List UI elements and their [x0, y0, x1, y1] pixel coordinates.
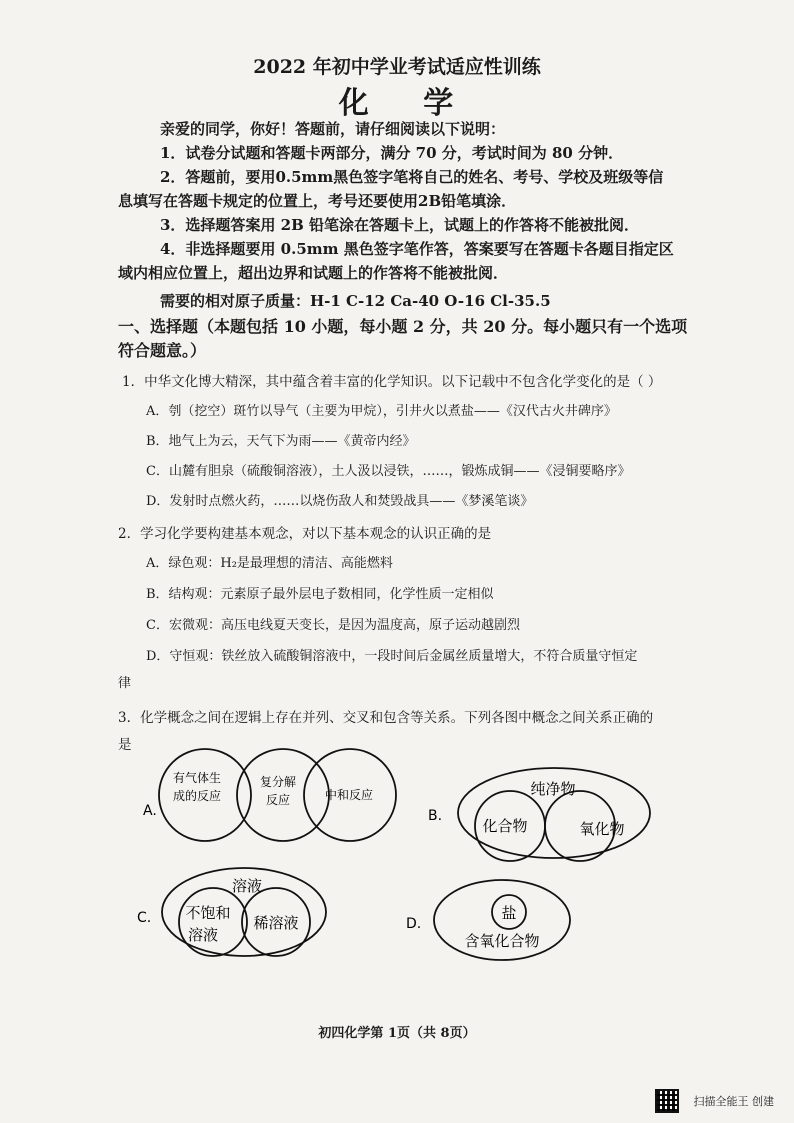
intro-item-2-cont: 息填写在答题卡规定的位置上，考号还要使用2B铅笔填涂．: [118, 192, 517, 210]
diagram-a-text-3: 中和反应: [324, 788, 374, 802]
q1-option-d: D．发射时点燃火药，……以烧伤敌人和焚毁战具——《梦溪笔谈》: [146, 494, 534, 509]
intro-greeting: 亲爱的同学，你好！答题前，请仔细阅读以下说明：: [160, 120, 506, 138]
intro-item-4-cont: 域内相应位置上，超出边界和试题上的作答将不能被批阅．: [118, 264, 509, 282]
q2-option-c: C．宏微观：高压电线夏天变长，是因为温度高，原子运动越剧烈: [146, 618, 520, 633]
diagram-b-left-text: 化合物: [482, 817, 528, 835]
diagram-c-right-text: 稀溶液: [253, 914, 299, 932]
q2-option-d: D．守恒观：铁丝放入硫酸铜溶液中，一段时间后金属丝质量增大，不符合质量守恒定: [146, 649, 638, 664]
q1-option-a: A．刳（挖空）斑竹以导气（主要为甲烷），引井火以煮盐——《汉代古火井碑序》: [146, 404, 617, 419]
section-heading-line1: 一、选择题（本题包括 10 小题，每小题 2 分，共 20 分。每小题只有一个选项: [118, 317, 688, 336]
subject-title: 化 学: [338, 86, 476, 121]
q2-option-d-cont: 律: [118, 676, 132, 691]
diagram-d-label: D.: [406, 916, 422, 932]
intro-item-2: 2．答题前，要用0.5mm黑色签字笔将自己的姓名、考号、学校及班级等信: [160, 168, 664, 186]
diagram-a: [143, 749, 396, 841]
exam-title: 2022 年初中学业考试适应性训练: [253, 56, 541, 78]
diagram-b-label: B.: [428, 808, 443, 824]
diagram-a-label: A.: [143, 803, 157, 819]
q2-stem: 2．学习化学要构建基本观念，对以下基本观念的认识正确的是: [118, 526, 492, 542]
q1-option-b: B．地气上为云，天气下为雨——《黄帝内经》: [146, 434, 416, 449]
atomic-mass-line: 需要的相对原子质量：H-1 C-12 Ca-40 O-16 Cl-35.5: [160, 292, 551, 310]
diagram-c-left-circle: [179, 888, 247, 956]
diagram-c-label: C.: [137, 910, 152, 926]
diagram-b-outer-text: 纯净物: [530, 780, 576, 798]
diagram-c-left-text-a: 不饱和: [185, 904, 231, 922]
qr-code-icon: [655, 1089, 679, 1113]
q3-stem-line1: 3．化学概念之间在逻辑上存在并列、交叉和包含等关系。下列各图中概念之间关系正确的: [118, 710, 654, 726]
q1-stem: 1．中华文化博大精深，其中蕴含着丰富的化学知识。以下记载中不包含化学变化的是（ ）: [122, 374, 662, 390]
diagram-c-outer-text: 溶液: [231, 877, 263, 895]
diagram-c-left-text-b: 溶液: [187, 926, 219, 944]
diagram-b-right-text: 氧化物: [579, 820, 625, 838]
page-footer: 初四化学第 1页（共 8页）: [318, 1026, 476, 1041]
diagram-c: [137, 868, 326, 956]
q2-option-b: B．结构观：元素原子最外层电子数相同，化学性质一定相似: [146, 587, 494, 602]
diagram-a-text-2a: 复分解: [259, 775, 297, 789]
section-heading-line2: 符合题意。）: [118, 341, 207, 360]
intro-item-4: 4．非选择题要用 0.5mm 黑色签字笔作答，答案要写在答题卡各题目指定区: [160, 240, 674, 258]
diagram-a-text-1a: 有气体生: [172, 771, 222, 785]
diagram-b: [428, 768, 650, 861]
diagram-d: [406, 880, 570, 960]
diagram-d-inner-text: 盐: [501, 904, 517, 922]
diagram-d-outer-text: 含氧化合物: [464, 932, 540, 950]
q2-option-a: A．绿色观：H₂是最理想的清洁、高能燃料: [146, 556, 393, 571]
q3-stem-line2: 是: [118, 737, 132, 753]
intro-item-3: 3．选择题答案用 2B 铅笔涂在答题卡上，试题上的作答将不能被批阅．: [160, 216, 639, 234]
q1-option-c: C．山麓有胆泉（硫酸铜溶液），土人汲以浸铁，……，锻炼成铜——《浸铜要略序》: [146, 464, 631, 479]
scanner-watermark: 扫描全能王 创建: [693, 1095, 774, 1108]
intro-item-1: 1．试卷分试题和答题卡两部分，满分 70 分，考试时间为 80 分钟．: [160, 144, 624, 162]
diagram-a-text-2b: 反应: [265, 793, 291, 807]
diagram-a-text-1b: 成的反应: [172, 789, 222, 803]
